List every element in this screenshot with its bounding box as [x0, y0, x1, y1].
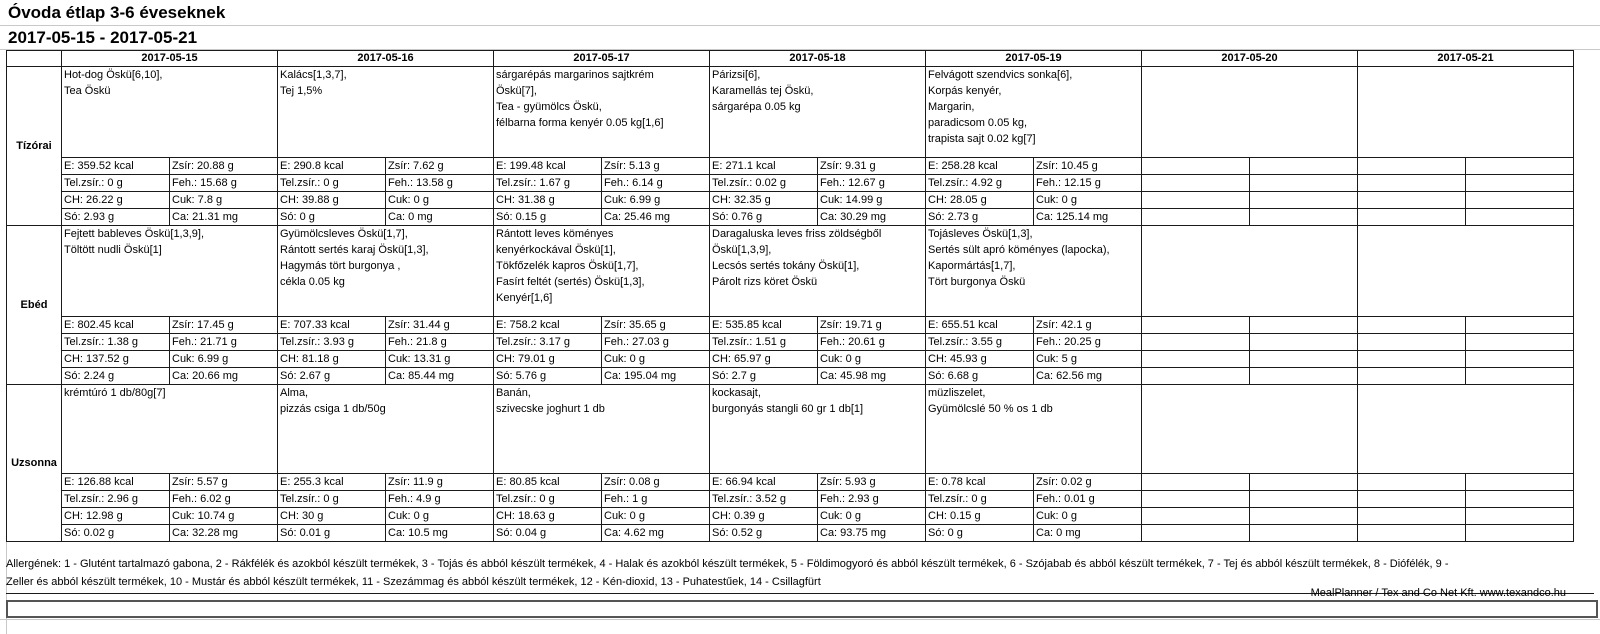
- nutrition-value[interactable]: [1142, 474, 1250, 491]
- nutrition-row: [7, 175, 1574, 192]
- nutrition-value[interactable]: [1466, 474, 1574, 491]
- nutrition-value[interactable]: Feh.: 15.68 g: [170, 175, 278, 192]
- nutrition-value[interactable]: [1142, 334, 1250, 351]
- day-header: 2017-05-21: [1358, 51, 1574, 67]
- nutrition-value[interactable]: Zsír: 9.31 g: [818, 158, 926, 175]
- nutrition-value[interactable]: Feh.: 12.15 g: [1034, 175, 1142, 192]
- day-header: 2017-05-18: [710, 51, 926, 67]
- nutrition-value[interactable]: Ca: 62.56 mg: [1034, 368, 1142, 385]
- nutrition-value[interactable]: [1466, 175, 1574, 192]
- nutrition-value[interactable]: CH: 26.22 g: [62, 192, 170, 209]
- nutrition-value[interactable]: [1142, 368, 1250, 385]
- menu-cell[interactable]: [494, 226, 710, 317]
- nutrition-value[interactable]: Cuk: 13.31 g: [386, 351, 494, 368]
- menu-cell[interactable]: [710, 385, 926, 474]
- nutrition-value[interactable]: [1358, 474, 1466, 491]
- nutrition-value[interactable]: Só: 0.76 g: [710, 209, 818, 226]
- nutrition-value[interactable]: Zsír: 35.65 g: [602, 317, 710, 334]
- nutrition-value[interactable]: E: 258.28 kcal: [926, 158, 1034, 175]
- nutrition-value[interactable]: [1466, 525, 1574, 542]
- nutrition-value[interactable]: [1142, 351, 1250, 368]
- nutrition-value[interactable]: Tel.zsír.: 1.38 g: [62, 334, 170, 351]
- nutrition-value[interactable]: Zsír: 42.1 g: [1034, 317, 1142, 334]
- nutrition-value[interactable]: Zsír: 5.13 g: [602, 158, 710, 175]
- nutrition-value[interactable]: E: 758.2 kcal: [494, 317, 602, 334]
- menu-item: Margarin,: [928, 101, 975, 113]
- nutrition-value[interactable]: CH: 30 g: [278, 508, 386, 525]
- menu-item: Rántott leves köményes: [496, 228, 614, 240]
- nutrition-value[interactable]: CH: 0.15 g: [926, 508, 1034, 525]
- nutrition-value[interactable]: Cuk: 0 g: [602, 351, 710, 368]
- nutrition-value[interactable]: CH: 28.05 g: [926, 192, 1034, 209]
- nutrition-value[interactable]: Feh.: 6.14 g: [602, 175, 710, 192]
- nutrition-value[interactable]: [1250, 368, 1358, 385]
- nutrition-value[interactable]: Cuk: 0 g: [818, 508, 926, 525]
- meal-items-row: [7, 385, 1574, 474]
- menu-item: pizzás csiga 1 db/50g: [280, 403, 386, 415]
- nutrition-row: [7, 334, 1574, 351]
- nutrition-value[interactable]: E: 0.78 kcal: [926, 474, 1034, 491]
- nutrition-value[interactable]: Feh.: 4.9 g: [386, 491, 494, 508]
- nutrition-value[interactable]: E: 290.8 kcal: [278, 158, 386, 175]
- nutrition-row: [7, 491, 1574, 508]
- nutrition-value[interactable]: Ca: 85.44 mg: [386, 368, 494, 385]
- nutrition-value[interactable]: Zsír: 5.57 g: [170, 474, 278, 491]
- nutrition-value[interactable]: Só: 0.02 g: [62, 525, 170, 542]
- nutrition-value[interactable]: Cuk: 6.99 g: [170, 351, 278, 368]
- nutrition-value[interactable]: Só: 0 g: [926, 525, 1034, 542]
- day-header: 2017-05-15: [62, 51, 278, 67]
- nutrition-value[interactable]: Tel.zsír.: 0 g: [494, 491, 602, 508]
- menu-item: szivecske joghurt 1 db: [496, 403, 605, 415]
- menu-item: Tojásleves Öskü[1,3],: [928, 228, 1033, 240]
- nutrition-value[interactable]: CH: 0.39 g: [710, 508, 818, 525]
- menu-cell[interactable]: [926, 385, 1142, 474]
- menu-item: Felvágott szendvics sonka[6],: [928, 69, 1073, 81]
- nutrition-value[interactable]: [1142, 317, 1250, 334]
- nutrition-value[interactable]: Só: 6.68 g: [926, 368, 1034, 385]
- nutrition-value[interactable]: [1250, 474, 1358, 491]
- nutrition-value[interactable]: Só: 0.15 g: [494, 209, 602, 226]
- menu-item: Daragaluska leves friss zöldségből: [712, 228, 882, 240]
- nutrition-value[interactable]: E: 255.3 kcal: [278, 474, 386, 491]
- nutrition-value[interactable]: Só: 2.73 g: [926, 209, 1034, 226]
- nutrition-value[interactable]: CH: 45.93 g: [926, 351, 1034, 368]
- menu-item: Kalács[1,3,7],: [280, 69, 347, 81]
- nutrition-value[interactable]: E: 199.48 kcal: [494, 158, 602, 175]
- nutrition-value[interactable]: CH: 137.52 g: [62, 351, 170, 368]
- nutrition-value[interactable]: [1250, 317, 1358, 334]
- menu-item: Hot-dog Öskü[6,10],: [64, 69, 163, 81]
- nutrition-value[interactable]: [1142, 209, 1250, 226]
- nutrition-value[interactable]: CH: 81.18 g: [278, 351, 386, 368]
- menu-item: trapista sajt 0.02 kg[7]: [928, 133, 1036, 145]
- menu-cell[interactable]: [1358, 226, 1574, 317]
- nutrition-value[interactable]: Feh.: 0.01 g: [1034, 491, 1142, 508]
- menu-item: krémtúró 1 db/80g[7]: [64, 387, 166, 399]
- menu-item: sárgarépa 0.05 kg: [712, 101, 801, 113]
- nutrition-row: [7, 192, 1574, 209]
- nutrition-value[interactable]: Zsír: 5.93 g: [818, 474, 926, 491]
- menu-item: Tea Öskü: [64, 85, 111, 97]
- menu-item: Töltött nudli Öskü[1]: [64, 244, 162, 256]
- nutrition-value[interactable]: CH: 12.98 g: [62, 508, 170, 525]
- day-header-row: [7, 51, 1574, 67]
- nutrition-value[interactable]: Cuk: 7.8 g: [170, 192, 278, 209]
- nutrition-value[interactable]: [1358, 351, 1466, 368]
- menu-item: kockasajt,: [712, 387, 761, 399]
- nutrition-value[interactable]: Ca: 10.5 mg: [386, 525, 494, 542]
- nutrition-value[interactable]: [1358, 192, 1466, 209]
- nutrition-value[interactable]: [1358, 508, 1466, 525]
- nutrition-value[interactable]: [1142, 192, 1250, 209]
- nutrition-value[interactable]: [1466, 209, 1574, 226]
- nutrition-value[interactable]: Só: 2.93 g: [62, 209, 170, 226]
- menu-cell[interactable]: [278, 385, 494, 474]
- nutrition-value[interactable]: Tel.zsír.: 0.02 g: [710, 175, 818, 192]
- menu-cell[interactable]: [278, 226, 494, 317]
- menu-item: Banán,: [496, 387, 531, 399]
- menu-item: kenyérkockával Öskü[1],: [496, 244, 616, 256]
- nutrition-value[interactable]: Cuk: 0 g: [1034, 508, 1142, 525]
- nutrition-value[interactable]: Cuk: 0 g: [602, 508, 710, 525]
- nutrition-value[interactable]: Cuk: 0 g: [818, 351, 926, 368]
- menu-item: Kapormártás[1,7],: [928, 260, 1016, 272]
- menu-cell[interactable]: [926, 67, 1142, 158]
- nutrition-value[interactable]: Zsír: 0.08 g: [602, 474, 710, 491]
- day-header: 2017-05-20: [1142, 51, 1358, 67]
- nutrition-value[interactable]: E: 535.85 kcal: [710, 317, 818, 334]
- nutrition-value[interactable]: Só: 0.52 g: [710, 525, 818, 542]
- nutrition-row: [7, 209, 1574, 226]
- nutrition-value[interactable]: [1250, 334, 1358, 351]
- nutrition-row: [7, 158, 1574, 175]
- menu-item: Párizsi[6],: [712, 69, 761, 81]
- nutrition-value[interactable]: CH: 32.35 g: [710, 192, 818, 209]
- meal-label: Ebéd: [7, 226, 62, 385]
- nutrition-value[interactable]: [1142, 175, 1250, 192]
- nutrition-value[interactable]: Tel.zsír.: 4.92 g: [926, 175, 1034, 192]
- nutrition-value[interactable]: Tel.zsír.: 3.93 g: [278, 334, 386, 351]
- nutrition-value[interactable]: Só: 2.7 g: [710, 368, 818, 385]
- nutrition-value[interactable]: [1358, 209, 1466, 226]
- nutrition-value[interactable]: [1142, 491, 1250, 508]
- menu-item: Párolt rizs köret Öskü: [712, 276, 818, 288]
- menu-cell[interactable]: [1142, 226, 1358, 317]
- nutrition-value[interactable]: Ca: 20.66 mg: [170, 368, 278, 385]
- nutrition-row: [7, 351, 1574, 368]
- menu-item: müzliszelet,: [928, 387, 986, 399]
- menu-cell[interactable]: [710, 226, 926, 317]
- nutrition-value[interactable]: Cuk: 5 g: [1034, 351, 1142, 368]
- nutrition-value[interactable]: Cuk: 0 g: [386, 192, 494, 209]
- menu-item: Öskü[1,3,9],: [712, 244, 772, 256]
- nutrition-value[interactable]: [1466, 317, 1574, 334]
- nutrition-value[interactable]: Tel.zsír.: 0 g: [278, 175, 386, 192]
- menu-cell[interactable]: [1142, 385, 1358, 474]
- nutrition-value[interactable]: Ca: 195.04 mg: [602, 368, 710, 385]
- nutrition-value[interactable]: Só: 0.04 g: [494, 525, 602, 542]
- nutrition-value[interactable]: [1466, 158, 1574, 175]
- nutrition-value[interactable]: CH: 31.38 g: [494, 192, 602, 209]
- day-header: 2017-05-17: [494, 51, 710, 67]
- menu-item: Kenyér[1,6]: [496, 292, 553, 304]
- nutrition-value[interactable]: Feh.: 20.61 g: [818, 334, 926, 351]
- nutrition-value[interactable]: Zsír: 7.62 g: [386, 158, 494, 175]
- nutrition-value[interactable]: [1142, 508, 1250, 525]
- nutrition-value[interactable]: Tel.zsír.: 0 g: [278, 491, 386, 508]
- nutrition-value[interactable]: Cuk: 0 g: [386, 508, 494, 525]
- nutrition-value[interactable]: Tel.zsír.: 3.17 g: [494, 334, 602, 351]
- title-row: [0, 0, 1600, 26]
- nutrition-value[interactable]: Cuk: 0 g: [1034, 192, 1142, 209]
- menu-item: Hagymás tört burgonya ,: [280, 260, 401, 272]
- nutrition-value[interactable]: Feh.: 20.25 g: [1034, 334, 1142, 351]
- menu-cell[interactable]: [62, 385, 278, 474]
- nutrition-row: [7, 508, 1574, 525]
- nutrition-value[interactable]: [1250, 209, 1358, 226]
- nutrition-value[interactable]: Zsír: 17.45 g: [170, 317, 278, 334]
- nutrition-value[interactable]: Ca: 93.75 mg: [818, 525, 926, 542]
- menu-cell[interactable]: [494, 385, 710, 474]
- nutrition-value[interactable]: E: 80.85 kcal: [494, 474, 602, 491]
- nutrition-value[interactable]: [1250, 158, 1358, 175]
- menu-cell[interactable]: [1142, 67, 1358, 158]
- allergen-line-1: Allergének: 1 - Glutént tartalmazó gabona, 2 - Rákfélék és azokból készült termékek, 3 - Tojás és abból készült termékek, 4 - Halak és azokból készült termékek, 5 - Földimogyoró és abból készült termékek, 6 - Szójabab és abból készült termékek, 7 - Tej és abból készült termékek, 8 - Diófélék, 9 -: [6, 558, 1449, 570]
- menu-item: Tea - gyümölcs Öskü,: [496, 101, 602, 113]
- nutrition-row: [7, 474, 1574, 491]
- nutrition-value[interactable]: [1466, 351, 1574, 368]
- nutrition-value[interactable]: Feh.: 13.58 g: [386, 175, 494, 192]
- nutrition-value[interactable]: Zsír: 20.88 g: [170, 158, 278, 175]
- menu-item: Gyümölcsleves Öskü[1,7],: [280, 228, 408, 240]
- selected-cell-bar[interactable]: [6, 600, 1598, 618]
- nutrition-value[interactable]: Zsír: 31.44 g: [386, 317, 494, 334]
- nutrition-value[interactable]: [1466, 192, 1574, 209]
- nutrition-value[interactable]: Ca: 32.28 mg: [170, 525, 278, 542]
- nutrition-value[interactable]: [1250, 175, 1358, 192]
- nutrition-value[interactable]: CH: 79.01 g: [494, 351, 602, 368]
- nutrition-value[interactable]: Tel.zsír.: 1.67 g: [494, 175, 602, 192]
- menu-item: Öskü[7],: [496, 85, 537, 97]
- nutrition-value[interactable]: Feh.: 21.8 g: [386, 334, 494, 351]
- nutrition-value[interactable]: [1358, 175, 1466, 192]
- nutrition-value[interactable]: Zsír: 11.9 g: [386, 474, 494, 491]
- day-header: 2017-05-19: [926, 51, 1142, 67]
- menu-cell[interactable]: [1358, 67, 1574, 158]
- menu-item: burgonyás stangli 60 gr 1 db[1]: [712, 403, 864, 415]
- nutrition-value[interactable]: [1358, 158, 1466, 175]
- menu-item: Sertés sült apró köményes (lapocka),: [928, 244, 1110, 256]
- nutrition-value[interactable]: Zsír: 19.71 g: [818, 317, 926, 334]
- page-title: Óvoda étlap 3-6 éveseknek: [8, 3, 226, 22]
- nutrition-value[interactable]: Ca: 0 mg: [386, 209, 494, 226]
- menu-cell[interactable]: [710, 67, 926, 158]
- allergen-line-2: Zeller és abból készült termékek, 10 - Mustár és abból készült termékek, 11 - Szezámmag és abból készült termékek, 12 - Kén-dioxid, 13 - Puhatestűek, 14 - Csillagfürt: [6, 576, 821, 588]
- menu-item: cékla 0.05 kg: [280, 276, 345, 288]
- corner-cell: [7, 51, 62, 67]
- menu-table: [6, 50, 1574, 542]
- nutrition-value[interactable]: Tel.zsír.: 2.96 g: [62, 491, 170, 508]
- nutrition-value[interactable]: E: 126.88 kcal: [62, 474, 170, 491]
- nutrition-row: [7, 368, 1574, 385]
- menu-item: Alma,: [280, 387, 309, 399]
- nutrition-value[interactable]: CH: 18.63 g: [494, 508, 602, 525]
- menu-item: Fejtett bableves Öskü[1,3,9],: [64, 228, 205, 240]
- menu-item: Lecsós sertés tokány Öskü[1],: [712, 260, 860, 272]
- nutrition-value[interactable]: Tel.zsír.: 3.55 g: [926, 334, 1034, 351]
- nutrition-value[interactable]: E: 271.1 kcal: [710, 158, 818, 175]
- nutrition-value[interactable]: [1250, 491, 1358, 508]
- nutrition-value[interactable]: Tel.zsír.: 0 g: [62, 175, 170, 192]
- nutrition-value[interactable]: [1358, 334, 1466, 351]
- meal-label: Tízórai: [7, 67, 62, 226]
- nutrition-value[interactable]: [1466, 508, 1574, 525]
- nutrition-value[interactable]: Ca: 4.62 mg: [602, 525, 710, 542]
- menu-item: Karamellás tej Öskü,: [712, 85, 814, 97]
- menu-item: félbarna forma kenyér 0.05 kg[1,6]: [496, 117, 664, 129]
- nutrition-value[interactable]: Feh.: 27.03 g: [602, 334, 710, 351]
- nutrition-value[interactable]: E: 66.94 kcal: [710, 474, 818, 491]
- nutrition-value[interactable]: Só: 0 g: [278, 209, 386, 226]
- nutrition-value[interactable]: Tel.zsír.: 3.52 g: [710, 491, 818, 508]
- meal-items-row: [7, 67, 1574, 158]
- menu-item: paradicsom 0.05 kg,: [928, 117, 1028, 129]
- menu-item: Tej 1,5%: [280, 85, 323, 97]
- nutrition-value[interactable]: [1466, 368, 1574, 385]
- nutrition-value[interactable]: CH: 65.97 g: [710, 351, 818, 368]
- nutrition-value[interactable]: [1358, 491, 1466, 508]
- nutrition-value[interactable]: Feh.: 1 g: [602, 491, 710, 508]
- nutrition-value[interactable]: Feh.: 21.71 g: [170, 334, 278, 351]
- nutrition-value[interactable]: E: 802.45 kcal: [62, 317, 170, 334]
- nutrition-value[interactable]: Feh.: 12.67 g: [818, 175, 926, 192]
- nutrition-value[interactable]: Só: 5.76 g: [494, 368, 602, 385]
- nutrition-value[interactable]: Ca: 30.29 mg: [818, 209, 926, 226]
- nutrition-value[interactable]: Ca: 0 mg: [1034, 525, 1142, 542]
- nutrition-value[interactable]: Feh.: 6.02 g: [170, 491, 278, 508]
- nutrition-value[interactable]: [1466, 334, 1574, 351]
- nutrition-value[interactable]: Cuk: 6.99 g: [602, 192, 710, 209]
- nutrition-value[interactable]: Tel.zsír.: 1.51 g: [710, 334, 818, 351]
- nutrition-value[interactable]: [1250, 192, 1358, 209]
- menu-item: Gyümölcslé 50 % os 1 db: [928, 403, 1053, 415]
- nutrition-value[interactable]: [1142, 525, 1250, 542]
- menu-cell[interactable]: [62, 67, 278, 158]
- nutrition-value[interactable]: [1250, 525, 1358, 542]
- nutrition-value[interactable]: Zsír: 10.45 g: [1034, 158, 1142, 175]
- menu-cell[interactable]: [1358, 385, 1574, 474]
- nutrition-value[interactable]: Ca: 21.31 mg: [170, 209, 278, 226]
- meal-items-row: [7, 226, 1574, 317]
- nutrition-value[interactable]: Ca: 45.98 mg: [818, 368, 926, 385]
- menu-item: sárgarépás margarinos sajtkrém: [496, 69, 654, 81]
- nutrition-value[interactable]: Ca: 125.14 mg: [1034, 209, 1142, 226]
- menu-item: Tört burgonya Öskü: [928, 276, 1026, 288]
- nutrition-value[interactable]: [1358, 525, 1466, 542]
- nutrition-value[interactable]: [1250, 508, 1358, 525]
- nutrition-value[interactable]: [1358, 317, 1466, 334]
- nutrition-value[interactable]: [1358, 368, 1466, 385]
- footer-credit: MealPlanner / Tex and Co Net Kft. www.texandco.hu: [1310, 587, 1566, 599]
- nutrition-value[interactable]: Só: 2.24 g: [62, 368, 170, 385]
- nutrition-value[interactable]: [1250, 351, 1358, 368]
- menu-item: Rántott sertés karaj Öskü[1,3],: [280, 244, 429, 256]
- menu-cell[interactable]: [278, 67, 494, 158]
- nutrition-value[interactable]: [1466, 491, 1574, 508]
- nutrition-value[interactable]: Só: 0.01 g: [278, 525, 386, 542]
- menu-item: Tökfőzelék kapros Öskü[1,7],: [496, 260, 639, 272]
- menu-item: Fasírt feltét (sertés) Öskü[1,3],: [496, 276, 645, 288]
- nutrition-value[interactable]: E: 359.52 kcal: [62, 158, 170, 175]
- day-header: 2017-05-16: [278, 51, 494, 67]
- date-range-row: [0, 26, 1600, 50]
- nutrition-value[interactable]: Só: 2.67 g: [278, 368, 386, 385]
- menu-cell[interactable]: [62, 226, 278, 317]
- nutrition-value[interactable]: Ca: 25.46 mg: [602, 209, 710, 226]
- nutrition-value[interactable]: Zsír: 0.02 g: [1034, 474, 1142, 491]
- bottom-divider: [0, 619, 1600, 620]
- nutrition-value[interactable]: Cuk: 14.99 g: [818, 192, 926, 209]
- nutrition-value[interactable]: [1142, 158, 1250, 175]
- menu-item: Korpás kenyér,: [928, 85, 1002, 97]
- nutrition-value[interactable]: E: 707.33 kcal: [278, 317, 386, 334]
- nutrition-value[interactable]: Cuk: 10.74 g: [170, 508, 278, 525]
- nutrition-value[interactable]: E: 655.51 kcal: [926, 317, 1034, 334]
- nutrition-value[interactable]: CH: 39.88 g: [278, 192, 386, 209]
- nutrition-value[interactable]: Feh.: 2.93 g: [818, 491, 926, 508]
- nutrition-row: [7, 525, 1574, 542]
- nutrition-row: [7, 317, 1574, 334]
- date-range: 2017-05-15 - 2017-05-21: [8, 28, 198, 47]
- menu-cell[interactable]: [926, 226, 1142, 317]
- meal-label: Uzsonna: [7, 385, 62, 542]
- nutrition-value[interactable]: Tel.zsír.: 0 g: [926, 491, 1034, 508]
- menu-cell[interactable]: [494, 67, 710, 158]
